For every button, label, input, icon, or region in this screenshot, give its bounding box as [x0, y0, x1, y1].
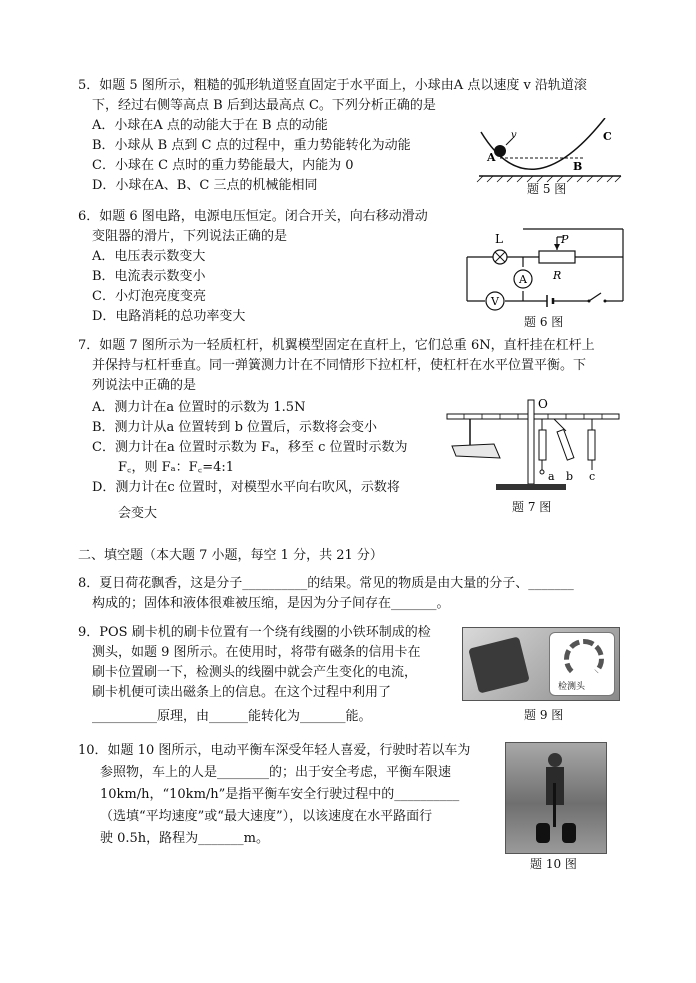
fig5-label-v: v [511, 130, 517, 141]
rider-head [548, 753, 562, 767]
q6-stem-line2: 变阻器的滑片，下列说法正确的是 [92, 229, 288, 244]
q7-option-c-line2: F꜀，则 Fₐ：F꜀=4:1 [118, 460, 235, 475]
q5-option-b: B．小球从 B 点到 C 点的过程中，重力势能转化为动能 [92, 138, 411, 153]
q7-stem-line2: 并保持与杠杆垂直。同一弹簧测力计在不同情形下拉杠杆，使杠杆在水平位置平衡。下 [92, 358, 587, 373]
fig6-voltmeter-label: V [491, 295, 499, 308]
q9-text [78, 623, 431, 727]
q6-option-a: A．电压表示数变大 [92, 249, 206, 264]
fig6-label-p: P [561, 233, 569, 246]
fig10-balance-scooter-photo [505, 742, 607, 854]
fig6-ammeter-label: A [519, 273, 527, 286]
q9-line4: 刷卡机便可读出磁条上的信息。在这个过程中利用了 [92, 685, 392, 700]
q10-line3: 10km/h，“10km/h”是指平衡车安全行驶过程中的__________ [100, 787, 460, 802]
q7-stem-line3: 列说法中正确的是 [92, 378, 197, 393]
q7-option-d-line1: D．测力计在c 位置时，对模型水平向右吹风，示数将 [92, 480, 400, 495]
q9-line3: 刷卡位置刷一下，检测头的线圈中就会产生变化的电流， [92, 665, 418, 680]
q6-option-d: D．电路消耗的总功率变大 [92, 309, 246, 324]
q7-option-c-line1: C．测力计在a 位置时示数为 Fₐ，移至 c 位置时示数为 [92, 440, 408, 455]
q7-stem-line1: 7．如题 7 图所示为一轻质杠杆，机翼模型固定在直杆上，它们总重 6N，直杆挂在杠杆上 [78, 338, 595, 353]
q10-line1: 10．如题 10 图所示，电动平衡车深受年轻人喜爱，行驶时若以车为 [78, 743, 471, 758]
fig5-caption: 题 5 图 [527, 182, 567, 196]
fig10-caption: 题 10 图 [530, 857, 577, 871]
q5-stem-line1: 5．如题 5 图所示，粗糙的弧形轨道竖直固定于水平面上，小球由A 点以速度 v 沿轨道滚 [78, 78, 587, 93]
fig5-label-a: A [487, 151, 496, 164]
fig6-circuit-diagram [463, 213, 629, 313]
fig7-label-b: b [566, 470, 574, 483]
q10-text [78, 741, 470, 849]
fig9-pos-photo [462, 627, 620, 701]
q6-text [78, 207, 428, 327]
q9-line2: 测头，如题 9 图所示。在使用时，将带有磁条的信用卡在 [92, 645, 421, 660]
q5-option-a: A．小球在A 点的动能大于在 B 点的动能 [92, 118, 328, 133]
detector-coil-ring [564, 639, 604, 679]
q5-stem-line2: 下，经过右侧等高点 B 后到达最高点 C。下列分析正确的是 [92, 98, 436, 113]
q10-line2: 参照物，车上的人是________的；出于安全考虑，平衡车限速 [100, 765, 452, 780]
fig5-label-b: B [573, 160, 583, 173]
fig9-detector-label: 检测头 [558, 682, 586, 692]
q9-line1: 9．POS 刷卡机的刷卡位置有一个绕有线圈的小铁环制成的检 [78, 625, 431, 640]
q7-option-a: A．测力计在a 位置时的示数为 1.5N [92, 400, 306, 415]
scooter-wheel-left [536, 823, 550, 843]
fig7-label-a: a [548, 470, 555, 483]
scooter-handle [553, 783, 556, 827]
fig5-label-c: C [603, 130, 612, 143]
q10-line4: （选填“平均速度”或“最大速度”），以该速度在水平路面行 [100, 809, 433, 824]
fig6-label-r: R [553, 269, 562, 282]
q6-option-b: B．电流表示数变小 [92, 269, 206, 284]
section2-heading: 二、填空题（本大题 7 小题，每空 1 分，共 21 分） [78, 548, 383, 563]
q10-line5: 驶 0.5h，路程为_______m。 [100, 831, 270, 846]
q8-line2: 构成的；固体和液体很难被压缩，是因为分子间存在_______。 [92, 596, 450, 611]
detector-inset [549, 632, 615, 696]
fig7-lever-diagram [444, 396, 624, 496]
q6-stem-line1: 6．如题 6 图电路，电源电压恒定。闭合开关，向右移动滑动 [78, 209, 428, 224]
fig7-label-o: O [538, 397, 548, 411]
q8-text [78, 574, 574, 614]
scooter-wheel-right [562, 823, 576, 843]
ball [494, 145, 506, 157]
fig6-label-l: L [495, 232, 503, 246]
q9-line5: __________原理，由______能转化为_______能。 [92, 709, 372, 724]
q8-line1: 8．夏日荷花飘香，这是分子__________的结果。常见的物质是由大量的分子、_______ [78, 576, 574, 591]
fig7-label-c: c [589, 470, 596, 483]
q7-option-b: B．测力计从a 位置转到 b 位置后，示数将会变小 [92, 420, 378, 435]
q6-option-c: C．小灯泡亮度变亮 [92, 289, 206, 304]
fig5-track-diagram [475, 118, 625, 184]
fig9-caption: 题 9 图 [524, 708, 564, 722]
q5-option-c: C．小球在 C 点时的重力势能最大，内能为 0 [92, 158, 354, 173]
q5-option-d: D．小球在A、B、C 三点的机械能相同 [92, 178, 318, 193]
fig7-caption: 题 7 图 [512, 500, 552, 514]
q7-option-d-line2: 会变大 [118, 506, 158, 521]
fig6-caption: 题 6 图 [524, 315, 564, 329]
pos-card-reader [468, 636, 530, 693]
